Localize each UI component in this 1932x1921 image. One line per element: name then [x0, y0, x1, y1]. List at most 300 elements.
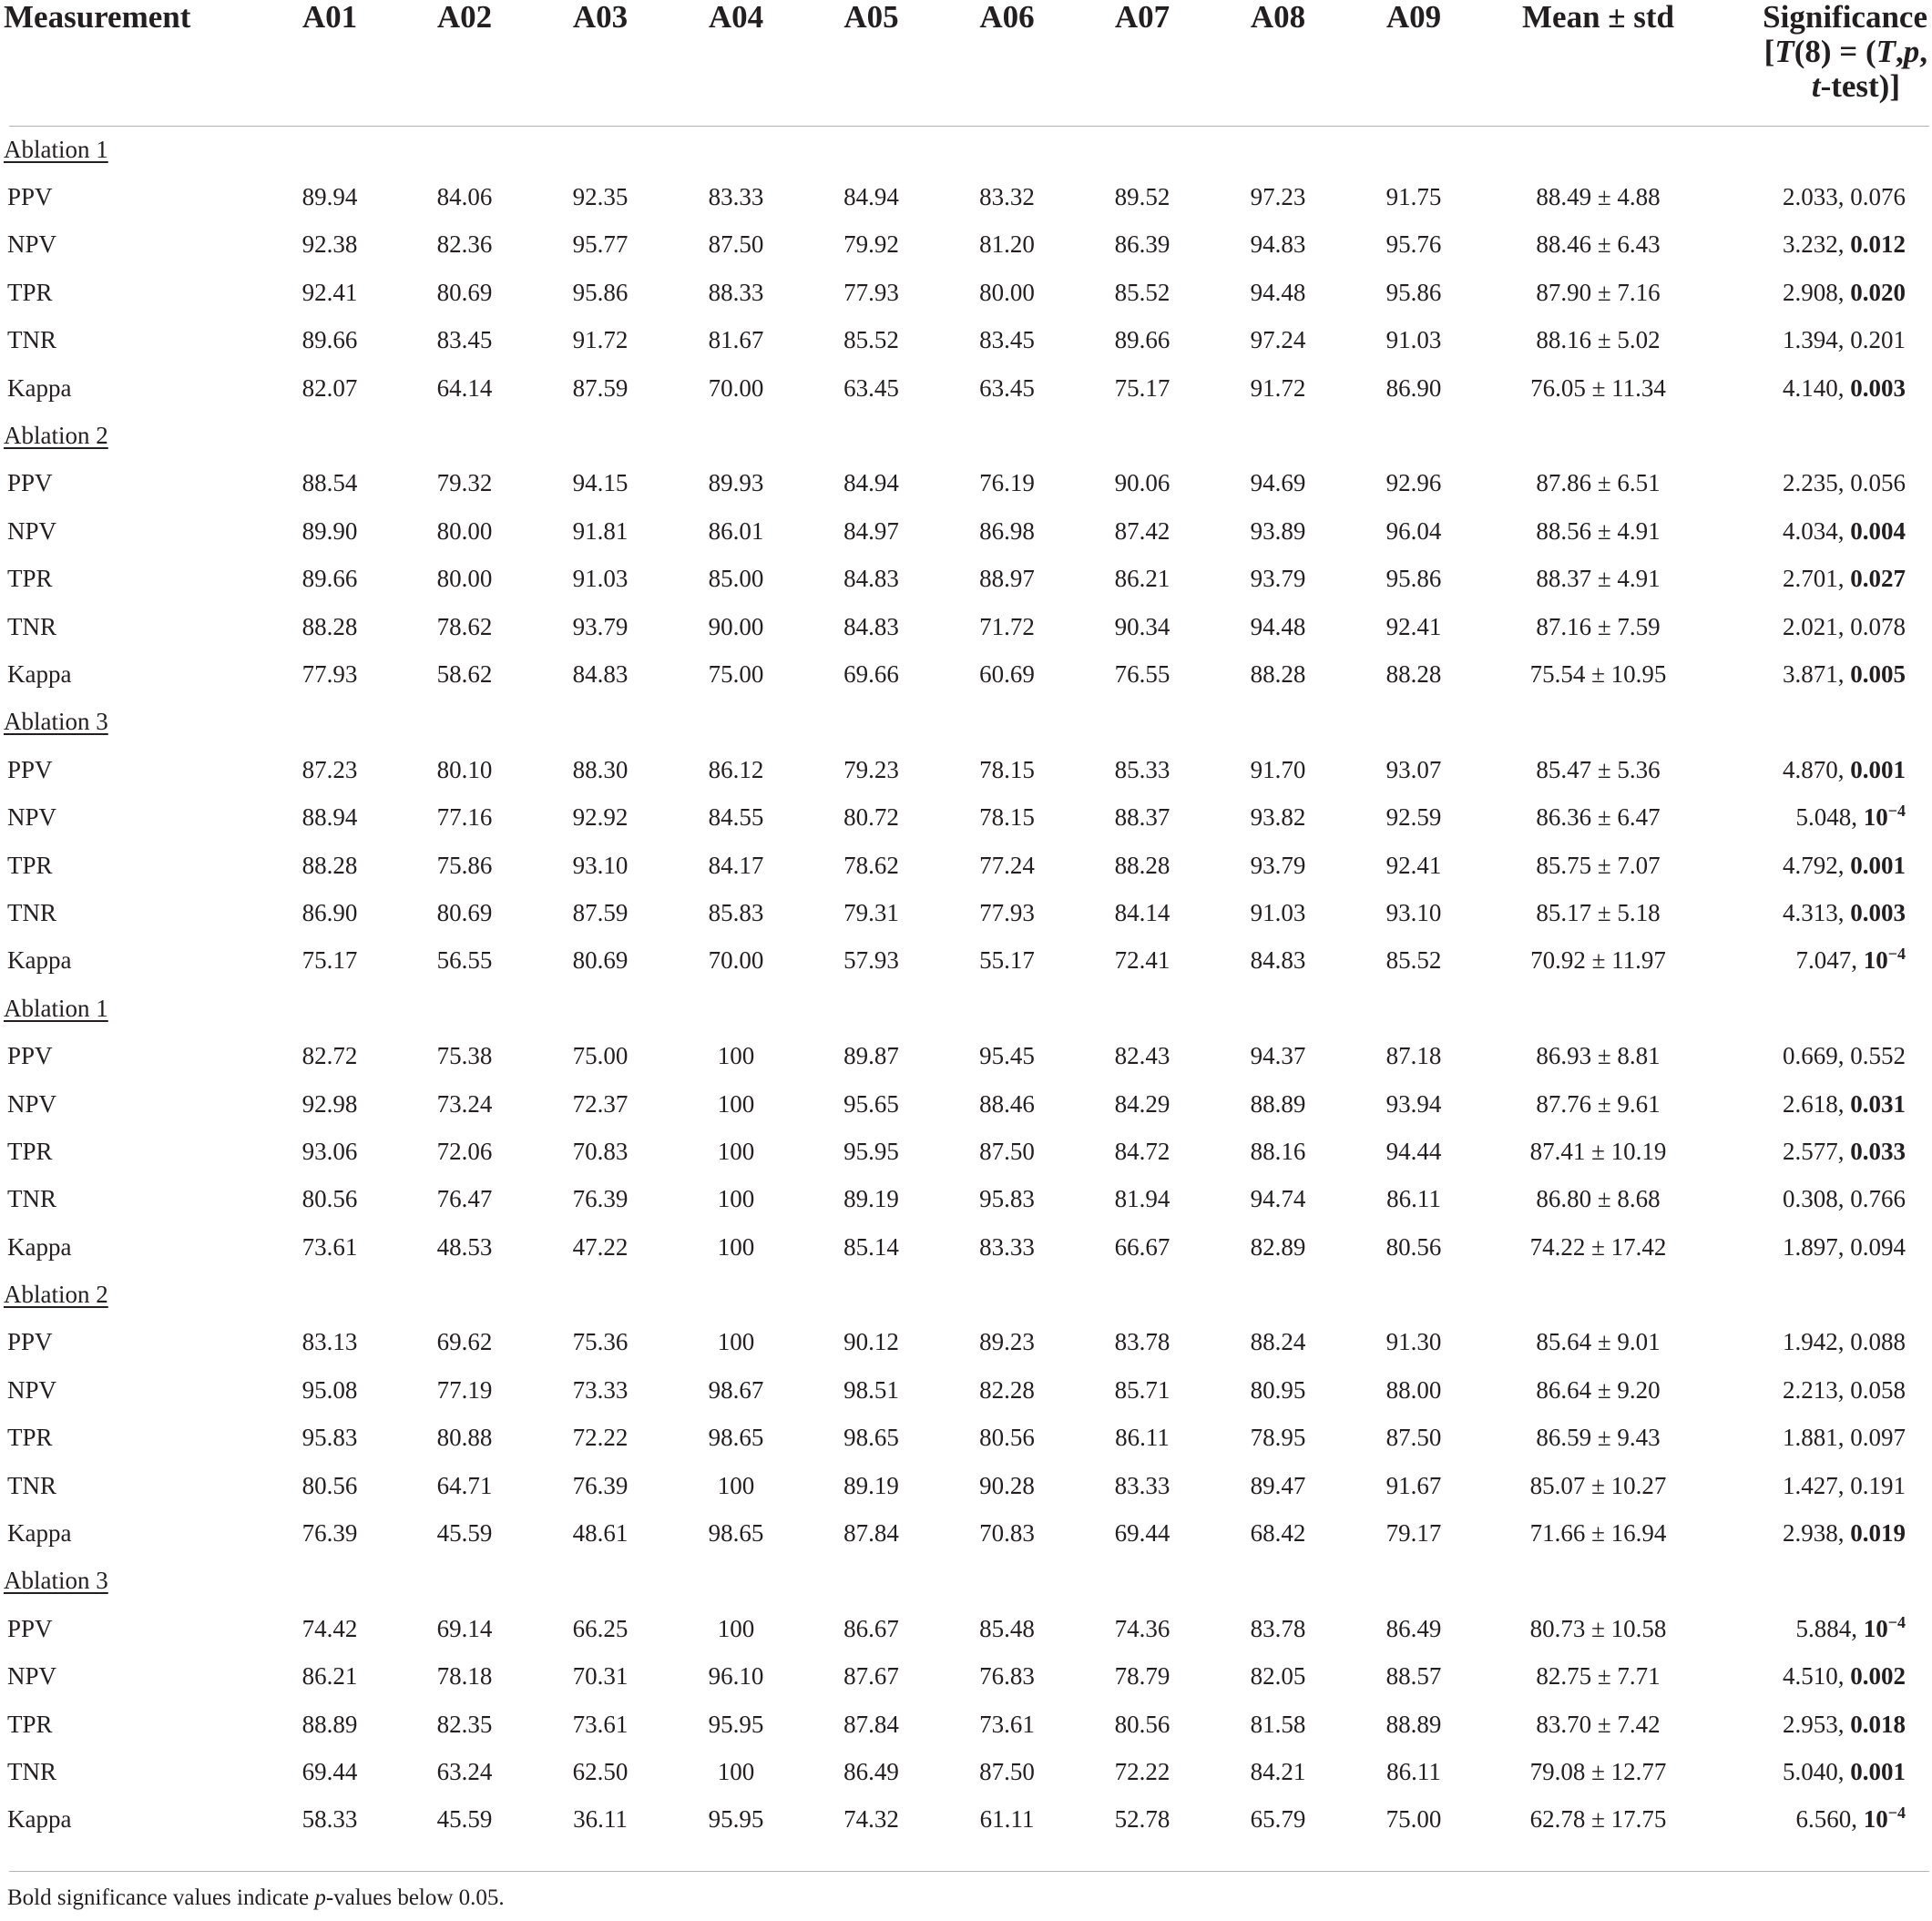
table-cell: 72.22 — [1114, 1757, 1170, 1785]
mean-std-cell: 79.08 ± 12.77 — [1529, 1757, 1667, 1785]
table-cell: 86.11 — [1115, 1424, 1170, 1452]
table-cell: 80.69 — [572, 946, 629, 975]
p-value: 0.191 — [1850, 1471, 1906, 1499]
t-value: 4.510 — [1783, 1662, 1838, 1691]
p-value: 0.001 — [1850, 851, 1906, 879]
table-cell: 92.38 — [302, 230, 358, 259]
table-cell: 95.86 — [1385, 278, 1442, 306]
row-label: TNR — [7, 1471, 56, 1499]
table-cell: 86.49 — [843, 1757, 899, 1785]
table-cell: 92.41 — [1385, 612, 1442, 640]
mean-std-cell: 82.75 ± 7.71 — [1536, 1662, 1661, 1691]
table-cell: 87.18 — [1385, 1042, 1442, 1070]
table-cell: 88.89 — [302, 1710, 358, 1738]
p-value: 10 — [1863, 946, 1888, 975]
table-cell: 100 — [717, 1757, 755, 1785]
table-cell: 92.92 — [572, 803, 629, 832]
header-rule — [9, 126, 1929, 127]
table-cell: 85.83 — [708, 898, 764, 926]
table-cell: 90.12 — [843, 1328, 899, 1356]
table-cell: 75.00 — [1385, 1805, 1442, 1834]
table-cell: 92.96 — [1385, 469, 1442, 497]
table-cell: 91.30 — [1385, 1328, 1442, 1356]
table-cell: 91.70 — [1250, 755, 1306, 783]
table-cell: 70.00 — [708, 373, 764, 402]
t-value: 1.427 — [1783, 1471, 1838, 1499]
table-cell: 83.33 — [1114, 1471, 1170, 1499]
header-col: A02 — [436, 0, 493, 35]
table-cell: 84.21 — [1250, 1757, 1306, 1785]
t-value: 1.897 — [1783, 1232, 1838, 1261]
p-exponent: −4 — [1887, 802, 1906, 821]
table-cell: 80.00 — [979, 278, 1035, 306]
table-cell: 89.66 — [302, 326, 358, 354]
table-cell: 48.53 — [436, 1232, 493, 1261]
table-cell: 100 — [717, 1614, 755, 1642]
table-cell: 82.07 — [302, 373, 358, 402]
t-value: 7.047 — [1795, 946, 1852, 975]
p-value: 0.031 — [1850, 1089, 1906, 1118]
table-cell: 89.94 — [302, 183, 358, 211]
mean-std-cell: 88.49 ± 4.88 — [1536, 183, 1661, 211]
table-cell: 77.93 — [979, 898, 1035, 926]
t-value: 4.313 — [1783, 898, 1838, 926]
significance-cell — [1715, 507, 1929, 555]
row-label: TPR — [7, 565, 53, 593]
table-cell: 80.10 — [436, 755, 493, 783]
p-value: 0.002 — [1850, 1662, 1906, 1691]
table-cell: 92.98 — [302, 1089, 358, 1118]
table-row — [0, 1080, 1929, 1128]
table-cell: 87.59 — [572, 898, 629, 926]
table-cell: 61.11 — [979, 1805, 1035, 1834]
mean-std-cell: 86.80 ± 8.68 — [1536, 1185, 1661, 1213]
table-cell: 94.74 — [1250, 1185, 1306, 1213]
table-row — [0, 842, 1929, 889]
table-cell: 87.50 — [979, 1137, 1035, 1165]
table-cell: 89.47 — [1250, 1471, 1306, 1499]
p-value: 10 — [1863, 803, 1888, 832]
row-label: TPR — [7, 851, 53, 879]
table-row — [0, 364, 1929, 412]
table-row — [0, 650, 1929, 698]
mean-std-cell: 85.64 ± 9.01 — [1536, 1328, 1661, 1356]
table-cell: 81.94 — [1114, 1185, 1170, 1213]
table-cell: 87.59 — [572, 373, 629, 402]
table-cell: 79.17 — [1385, 1519, 1442, 1548]
table-cell: 88.97 — [979, 565, 1035, 593]
table-cell: 45.59 — [436, 1805, 493, 1834]
table-cell: 88.94 — [302, 803, 358, 832]
row-label: TNR — [7, 1185, 56, 1213]
table-cell: 84.94 — [843, 183, 899, 211]
t-value: 2.701 — [1783, 565, 1838, 593]
table-cell: 75.17 — [1114, 373, 1170, 402]
table-cell: 92.35 — [572, 183, 629, 211]
table-cell: 100 — [717, 1185, 755, 1213]
section-row — [0, 412, 1929, 459]
table-cell: 85.14 — [843, 1232, 899, 1261]
p-value: 0.552 — [1850, 1042, 1906, 1070]
t-value: 5.040 — [1783, 1757, 1838, 1785]
significance-cell — [1715, 1319, 1929, 1366]
table-cell: 84.83 — [843, 612, 899, 640]
table-cell: 91.03 — [1385, 326, 1442, 354]
p-value: 10 — [1863, 1614, 1888, 1642]
section-title: Ablation 1 — [4, 135, 108, 163]
table-cell: 89.19 — [843, 1185, 899, 1213]
table-row — [0, 1462, 1929, 1509]
significance-cell — [1715, 603, 1929, 650]
table-cell: 83.78 — [1250, 1614, 1306, 1642]
table-cell: 80.56 — [1114, 1710, 1170, 1738]
p-value: 0.201 — [1850, 326, 1906, 354]
table-cell: 88.28 — [302, 612, 358, 640]
significance-cell — [1715, 1653, 1929, 1701]
section-title: Ablation 2 — [4, 422, 108, 450]
table-cell: 94.48 — [1250, 612, 1306, 640]
p-exponent: −4 — [1887, 1803, 1906, 1823]
table-cell: 89.23 — [979, 1328, 1035, 1356]
p-value: 0.001 — [1850, 1757, 1906, 1785]
table-cell: 60.69 — [979, 659, 1035, 688]
table-cell: 97.24 — [1250, 326, 1306, 354]
table-cell: 92.59 — [1385, 803, 1442, 832]
table-cell: 63.45 — [843, 373, 899, 402]
separator: , — [1837, 1328, 1851, 1356]
table-cell: 93.07 — [1385, 755, 1442, 783]
table-cell: 81.58 — [1250, 1710, 1306, 1738]
table-cell: 100 — [717, 1089, 755, 1118]
table-cell: 75.36 — [572, 1328, 629, 1356]
header-col: A07 — [1114, 0, 1170, 35]
table-cell: 93.79 — [572, 612, 629, 640]
header-col: A09 — [1385, 0, 1442, 35]
significance-cell — [1715, 460, 1929, 507]
table-cell: 100 — [717, 1042, 755, 1070]
table-cell: 86.21 — [302, 1662, 358, 1691]
table-row — [0, 269, 1929, 316]
table-cell: 62.50 — [572, 1757, 629, 1785]
table-cell: 84.06 — [436, 183, 493, 211]
separator: , — [1837, 230, 1851, 259]
table-cell: 100 — [717, 1471, 755, 1499]
p-value: 0.003 — [1850, 373, 1906, 402]
table-cell: 76.55 — [1114, 659, 1170, 688]
row-label: NPV — [7, 516, 57, 545]
table-cell: 78.79 — [1114, 1662, 1170, 1691]
table-cell: 70.83 — [572, 1137, 629, 1165]
p-value: 0.058 — [1850, 1375, 1906, 1404]
table-cell: 87.50 — [1385, 1424, 1442, 1452]
t-value: 2.618 — [1783, 1089, 1838, 1118]
table-cell: 78.62 — [843, 851, 899, 879]
table-cell: 91.81 — [572, 516, 629, 545]
significance-formula: [T(8) = (T,p, — [1763, 34, 1927, 69]
table-cell: 90.34 — [1114, 612, 1170, 640]
table-cell: 75.00 — [572, 1042, 629, 1070]
table-cell: 81.20 — [979, 230, 1035, 259]
table-cell: 88.57 — [1385, 1662, 1442, 1691]
t-value: 2.235 — [1783, 469, 1838, 497]
table-row — [0, 1796, 1929, 1844]
row-label: NPV — [7, 803, 57, 832]
table-cell: 47.22 — [572, 1232, 629, 1261]
mean-std-cell: 76.05 ± 11.34 — [1530, 373, 1666, 402]
mean-std-cell: 87.16 ± 7.59 — [1536, 612, 1661, 640]
table-cell: 90.06 — [1114, 469, 1170, 497]
table-row — [0, 1176, 1929, 1223]
separator: , — [1837, 659, 1851, 688]
table-cell: 63.24 — [436, 1757, 493, 1785]
table-cell: 88.16 — [1250, 1137, 1306, 1165]
table-cell: 96.10 — [708, 1662, 764, 1691]
section-title: Ablation 2 — [4, 1281, 108, 1309]
table-cell: 91.03 — [572, 565, 629, 593]
table-cell: 89.66 — [302, 565, 358, 593]
mean-std-cell: 87.41 ± 10.19 — [1529, 1137, 1667, 1165]
table-cell: 84.14 — [1114, 898, 1170, 926]
p-value: 0.012 — [1850, 230, 1906, 259]
table-cell: 82.36 — [436, 230, 493, 259]
separator: , — [1837, 1710, 1851, 1738]
significance-cell — [1715, 650, 1929, 698]
row-label: PPV — [7, 755, 53, 783]
significance-cell — [1715, 1796, 1929, 1844]
row-label: PPV — [7, 1614, 53, 1642]
table-cell: 98.65 — [708, 1519, 764, 1548]
table-cell: 82.89 — [1250, 1232, 1306, 1261]
separator: , — [1837, 1185, 1851, 1213]
table-row — [0, 1509, 1929, 1557]
significance-cell — [1715, 1701, 1929, 1748]
table-row — [0, 1415, 1929, 1462]
separator: , — [1837, 755, 1851, 783]
table-cell: 100 — [717, 1328, 755, 1356]
table-cell: 80.72 — [843, 803, 899, 832]
mean-std-cell: 86.93 ± 8.81 — [1536, 1042, 1661, 1070]
mean-std-cell: 88.37 ± 4.91 — [1536, 565, 1661, 593]
table-cell: 66.25 — [572, 1614, 629, 1642]
significance-title: Significance — [1763, 0, 1927, 35]
table-cell: 98.65 — [843, 1424, 899, 1452]
table-cell: 95.86 — [1385, 565, 1442, 593]
t-value: 4.792 — [1783, 851, 1838, 879]
table-cell: 66.67 — [1114, 1232, 1170, 1261]
table-cell: 55.17 — [979, 946, 1035, 975]
significance-cell — [1715, 317, 1929, 364]
mean-std-cell: 80.73 ± 10.58 — [1529, 1614, 1667, 1642]
mean-std-cell: 62.78 ± 17.75 — [1529, 1805, 1667, 1834]
table-cell: 83.13 — [302, 1328, 358, 1356]
table-row — [0, 1128, 1929, 1175]
table-cell: 80.56 — [302, 1471, 358, 1499]
section-title: Ablation 3 — [4, 708, 108, 736]
significance-test: t-test)] — [1811, 68, 1900, 104]
mean-std-cell: 88.16 ± 5.02 — [1536, 326, 1661, 354]
section-row — [0, 699, 1929, 746]
table-cell: 93.82 — [1250, 803, 1306, 832]
table-cell: 86.11 — [1386, 1185, 1441, 1213]
separator: , — [1837, 565, 1851, 593]
table-cell: 93.79 — [1250, 565, 1306, 593]
table-cell: 80.56 — [302, 1185, 358, 1213]
table-cell: 77.16 — [436, 803, 493, 832]
table-cell: 86.01 — [708, 516, 764, 545]
mean-std-cell: 74.22 ± 17.42 — [1529, 1232, 1667, 1261]
t-value: 1.394 — [1783, 326, 1838, 354]
table-cell: 89.19 — [843, 1471, 899, 1499]
separator: , — [1837, 1232, 1851, 1261]
table-cell: 70.31 — [572, 1662, 629, 1691]
separator: , — [1837, 373, 1851, 402]
table-cell: 98.65 — [708, 1424, 764, 1452]
p-value: 10 — [1863, 1805, 1888, 1834]
table-cell: 79.23 — [843, 755, 899, 783]
table-cell: 73.61 — [302, 1232, 358, 1261]
p-value: 0.004 — [1850, 516, 1906, 545]
significance-cell — [1715, 1415, 1929, 1462]
section-row — [0, 1271, 1929, 1318]
table-cell: 85.52 — [1114, 278, 1170, 306]
table-cell: 89.93 — [708, 469, 764, 497]
table-cell: 82.43 — [1114, 1042, 1170, 1070]
table-cell: 79.31 — [843, 898, 899, 926]
table-cell: 87.23 — [302, 755, 358, 783]
mean-std-cell: 86.64 ± 9.20 — [1536, 1375, 1661, 1404]
table-cell: 77.93 — [302, 659, 358, 688]
table-cell: 77.93 — [843, 278, 899, 306]
mean-std-cell: 87.76 ± 9.61 — [1536, 1089, 1661, 1118]
separator: , — [1837, 612, 1851, 640]
separator: , — [1837, 1137, 1851, 1165]
significance-cell — [1715, 842, 1929, 889]
table-cell: 85.00 — [708, 565, 764, 593]
table-cell: 83.33 — [979, 1232, 1035, 1261]
table-cell: 86.67 — [843, 1614, 899, 1642]
significance-cell — [1715, 1509, 1929, 1557]
table-cell: 86.98 — [979, 516, 1035, 545]
row-label: TNR — [7, 612, 56, 640]
table-cell: 72.41 — [1114, 946, 1170, 975]
row-label: Kappa — [7, 1519, 72, 1548]
table-cell: 95.95 — [708, 1710, 764, 1738]
significance-cell — [1715, 746, 1929, 793]
table-cell: 57.93 — [843, 946, 899, 975]
table-cell: 80.00 — [436, 516, 493, 545]
mean-std-cell: 87.90 ± 7.16 — [1536, 278, 1661, 306]
separator: , — [1851, 946, 1864, 975]
table-header — [0, 0, 1929, 126]
table-row — [0, 1605, 1929, 1652]
table-cell: 79.32 — [436, 469, 493, 497]
significance-cell — [1715, 1128, 1929, 1175]
significance-cell — [1715, 889, 1929, 936]
table-cell: 86.21 — [1114, 565, 1170, 593]
t-value: 4.140 — [1783, 373, 1838, 402]
header-col: A06 — [979, 0, 1035, 35]
table-cell: 87.50 — [708, 230, 764, 259]
p-value: 0.094 — [1850, 1232, 1906, 1261]
row-label: PPV — [7, 1328, 53, 1356]
header-col: A08 — [1250, 0, 1306, 35]
header-col: A03 — [572, 0, 629, 35]
table-cell: 80.56 — [979, 1424, 1035, 1452]
table-cell: 70.00 — [708, 946, 764, 975]
t-value: 2.213 — [1783, 1375, 1838, 1404]
table-cell: 88.89 — [1250, 1089, 1306, 1118]
table-cell: 87.42 — [1114, 516, 1170, 545]
p-exponent: −4 — [1887, 945, 1906, 964]
significance-cell — [1715, 1176, 1929, 1223]
t-value: 2.021 — [1783, 612, 1838, 640]
p-value: 0.033 — [1850, 1137, 1906, 1165]
table-cell: 88.28 — [302, 851, 358, 879]
table-cell: 36.11 — [573, 1805, 628, 1834]
table-cell: 100 — [717, 1137, 755, 1165]
table-cell: 93.10 — [572, 851, 629, 879]
significance-cell — [1715, 221, 1929, 269]
table-cell: 52.78 — [1114, 1805, 1170, 1834]
p-value: 0.005 — [1850, 659, 1906, 688]
t-value: 5.048 — [1795, 803, 1852, 832]
table-cell: 84.83 — [1250, 946, 1306, 975]
row-label: Kappa — [7, 659, 72, 688]
table-cell: 95.95 — [843, 1137, 899, 1165]
table-cell: 89.87 — [843, 1042, 899, 1070]
table-cell: 76.39 — [572, 1185, 629, 1213]
table-cell: 76.39 — [572, 1471, 629, 1499]
table-cell: 98.51 — [843, 1375, 899, 1404]
t-value: 0.308 — [1783, 1185, 1838, 1213]
table-cell: 83.45 — [979, 326, 1035, 354]
table-row — [0, 1748, 1929, 1795]
table-cell: 88.54 — [302, 469, 358, 497]
table-cell: 80.95 — [1250, 1375, 1306, 1404]
table-cell: 78.95 — [1250, 1424, 1306, 1452]
row-label: PPV — [7, 1042, 53, 1070]
header-col: A01 — [302, 0, 358, 35]
table-cell: 85.71 — [1114, 1375, 1170, 1404]
table-cell: 56.55 — [436, 946, 493, 975]
table-cell: 97.23 — [1250, 183, 1306, 211]
row-label: TPR — [7, 1424, 53, 1452]
table-cell: 76.83 — [979, 1662, 1035, 1691]
table-cell: 83.45 — [436, 326, 493, 354]
table-cell: 84.72 — [1114, 1137, 1170, 1165]
p-value: 0.078 — [1850, 612, 1906, 640]
significance-cell — [1715, 1223, 1929, 1271]
table-cell: 88.28 — [1250, 659, 1306, 688]
table-cell: 84.83 — [843, 565, 899, 593]
mean-std-cell: 71.66 ± 16.94 — [1529, 1519, 1667, 1548]
table-cell: 95.45 — [979, 1042, 1035, 1070]
row-label: NPV — [7, 1662, 57, 1691]
row-label: TNR — [7, 1757, 56, 1785]
table-cell: 86.90 — [302, 898, 358, 926]
t-value: 5.884 — [1795, 1614, 1852, 1642]
t-value: 2.577 — [1783, 1137, 1838, 1165]
table-row — [0, 460, 1929, 507]
mean-std-cell: 85.47 ± 5.36 — [1536, 755, 1661, 783]
table-cell: 45.59 — [436, 1519, 493, 1548]
table-cell: 71.72 — [979, 612, 1035, 640]
separator: , — [1837, 183, 1851, 211]
p-value: 0.019 — [1850, 1519, 1906, 1548]
table-cell: 76.39 — [302, 1519, 358, 1548]
table-row — [0, 889, 1929, 936]
table-cell: 94.69 — [1250, 469, 1306, 497]
